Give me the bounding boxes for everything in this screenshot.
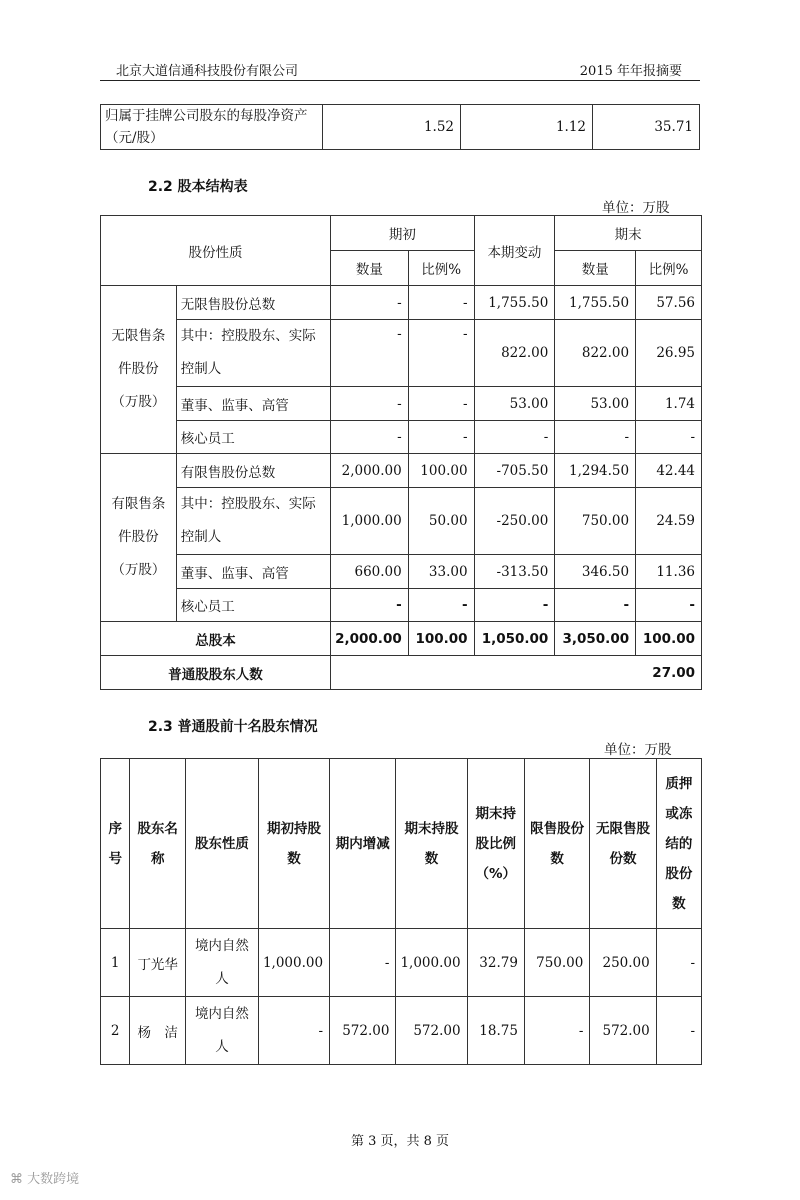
header-nature: 股份性质 [101,216,331,286]
header-end-ratio: 比例% [636,251,702,286]
change: - [474,589,555,622]
end-ratio: 57.56 [636,286,702,320]
end-ratio: - [636,421,702,454]
change: -313.50 [474,555,555,589]
table-row [101,622,702,656]
total-begin-qty: 2,000.00 [331,622,409,656]
table-row [101,759,702,929]
change: -705.50 [474,454,555,488]
section-2-2-title: 2.2 股本结构表 [148,179,248,195]
end-qty: - [555,589,636,622]
begin-qty: 660.00 [331,555,409,589]
total-end-ratio: 100.00 [636,622,702,656]
net-asset-value-3: 35.71 [593,105,700,150]
row-pledged: - [656,997,701,1065]
header-change: 期内增减 [330,759,396,929]
begin-qty: - [331,421,409,454]
net-asset-value-2: 1.12 [461,105,593,150]
header-pct: 期末持股比例（%） [467,759,524,929]
table-row [101,454,702,488]
row-name: 核心员工 [176,421,330,454]
row-pledged: - [656,929,701,997]
begin-qty: - [331,387,409,421]
header-begin-qty: 数量 [331,251,409,286]
row-name: 丁光华 [130,929,185,997]
table-row [101,286,702,320]
end-qty: 750.00 [555,488,636,555]
row-pct: 32.79 [467,929,524,997]
table-row [101,320,702,387]
report-title: 2015 年年报摘要 [579,64,682,79]
table-row [101,216,702,251]
begin-ratio: 50.00 [408,488,474,555]
row-begin: - [258,997,329,1065]
begin-ratio: 100.00 [408,454,474,488]
header-end-qty: 数量 [555,251,636,286]
begin-qty: - [331,286,409,320]
end-ratio: 42.44 [636,454,702,488]
row-type: 境内自然人 [185,929,258,997]
begin-ratio: - [408,421,474,454]
total-begin-ratio: 100.00 [408,622,474,656]
end-ratio: - [636,589,702,622]
row-pct: 18.75 [467,997,524,1065]
header-begin: 期初 [331,216,474,251]
row-unrestricted: 572.00 [590,997,656,1065]
unit-label-2-3: 单位：万股 [604,742,672,758]
change: 53.00 [474,387,555,421]
row-change: 572.00 [330,997,396,1065]
end-qty: 53.00 [555,387,636,421]
unit-label-2-2: 单位：万股 [602,200,670,216]
begin-ratio: 33.00 [408,555,474,589]
row-type: 境内自然人 [185,997,258,1065]
header-change: 本期变动 [474,216,555,286]
change: 822.00 [474,320,555,387]
row-name: 其中：控股股东、实际控制人 [176,320,330,387]
header-unrestricted: 无限售股份数 [590,759,656,929]
net-asset-value-1: 1.52 [323,105,461,150]
row-no: 2 [101,997,130,1065]
row-begin: 1,000.00 [258,929,329,997]
group-label-restricted: 有限售条件股份（万股） [101,454,177,622]
watermark-icon: ⌘ [10,1172,23,1187]
header-begin-ratio: 比例% [408,251,474,286]
change: -250.00 [474,488,555,555]
header-begin: 期初持股数 [258,759,329,929]
header-pledged: 质押或冻结的股份数 [656,759,701,929]
net-asset-label: 归属于挂牌公司股东的每股净资产（元/股） [101,105,323,150]
row-end: 572.00 [396,997,467,1065]
header-end: 期末持股数 [396,759,467,929]
group-label-unrestricted: 无限售条件股份（万股） [101,286,177,454]
total-end-qty: 3,050.00 [555,622,636,656]
end-qty: 346.50 [555,555,636,589]
row-name: 无限售股份总数 [176,286,330,320]
header-name: 股东名称 [130,759,185,929]
end-ratio: 26.95 [636,320,702,387]
header-type: 股东性质 [185,759,258,929]
row-name: 有限售股份总数 [176,454,330,488]
row-name: 董事、监事、高管 [176,387,330,421]
row-name: 杨 洁 [130,997,185,1065]
begin-qty: 2,000.00 [331,454,409,488]
begin-ratio: - [408,589,474,622]
holders-value: 27.00 [331,656,702,690]
row-change: - [330,929,396,997]
end-ratio: 24.59 [636,488,702,555]
table-row [101,421,702,454]
change: 1,755.50 [474,286,555,320]
header-end: 期末 [555,216,702,251]
row-unrestricted: 250.00 [590,929,656,997]
table-row [101,488,702,555]
row-restricted: - [524,997,589,1065]
end-qty: 1,755.50 [555,286,636,320]
page-number: 第 3 页，共 8 页 [350,1134,450,1149]
begin-qty: - [331,589,409,622]
section-2-3-title: 2.3 普通股前十名股东情况 [148,719,318,735]
net-asset-table [100,104,700,150]
begin-qty: - [331,320,409,387]
row-restricted: 750.00 [524,929,589,997]
table-row [101,997,702,1065]
end-ratio: 1.74 [636,387,702,421]
row-end: 1,000.00 [396,929,467,997]
table-row [101,589,702,622]
holders-label: 普通股股东人数 [101,656,331,690]
top-shareholders-table [100,758,702,1065]
end-qty: 822.00 [555,320,636,387]
company-name: 北京大道信通科技股份有限公司 [116,64,299,79]
begin-qty: 1,000.00 [331,488,409,555]
table-row [101,929,702,997]
end-qty: 1,294.50 [555,454,636,488]
header-divider [100,80,700,81]
header-restricted: 限售股份数 [524,759,589,929]
row-name: 其中：控股股东、实际控制人 [176,488,330,555]
watermark [10,1168,79,1187]
total-change: 1,050.00 [474,622,555,656]
begin-ratio: - [408,286,474,320]
end-qty: - [555,421,636,454]
table-row [101,387,702,421]
table-row [101,555,702,589]
row-no: 1 [101,929,130,997]
share-structure-table [100,215,702,690]
begin-ratio: - [408,387,474,421]
table-row [101,656,702,690]
row-name: 董事、监事、高管 [176,555,330,589]
row-name: 核心员工 [176,589,330,622]
total-label: 总股本 [101,622,331,656]
header-no: 序号 [101,759,130,929]
watermark-text: 大数跨境 [27,1172,80,1187]
change: - [474,421,555,454]
begin-ratio: - [408,320,474,387]
end-ratio: 11.36 [636,555,702,589]
table-row [101,105,700,150]
